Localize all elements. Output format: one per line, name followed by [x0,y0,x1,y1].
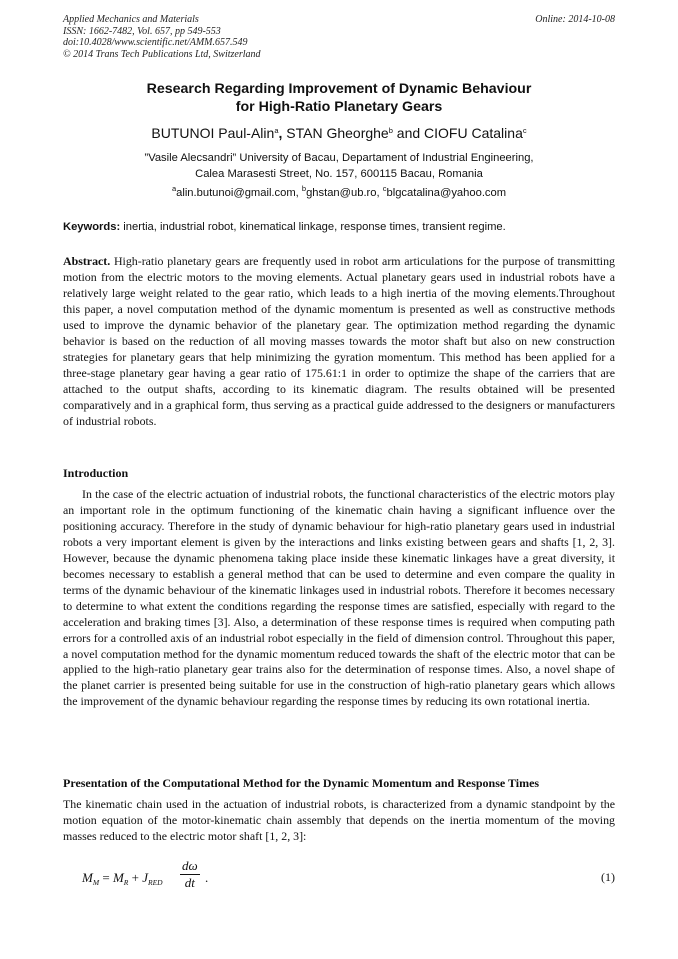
abstract [63,254,615,429]
keywords-text: inertia, industrial robot, kinematical linkage, response times, transient regime. [120,221,506,233]
section-2-heading: Presentation of the Computational Method for the Dynamic Momentum and Response Times [63,776,540,790]
author-2-mark: b [388,126,393,135]
author-1-mark: a [274,126,279,135]
eq-plus: + [128,870,143,885]
equation-1 [82,858,615,894]
eq-period: . [205,870,209,885]
keywords [63,220,615,235]
journal-name: Applied Mechanics and Materials [63,14,199,25]
author-separator: , [278,125,283,141]
introduction-text: In the case of the electric actuation of industrial robots, the functional characteristics of the electric motors play an important role in the optimum functioning of the kinematic chain having a significant influence over the positioning accuracy. Therefore in the study of dynamic behaviour for high-ratio planetary gears used in industrial robots a very important element is given by the interactions and links existing between gears and shafts [1, 2, 3]. However, because the dynamic phenomena taking place inside these kinematic linkages have a great diversity, it becomes necessary to establish a general method that can be used to determine and even compare the quality in terms of the dynamic behaviour of the kinematic linkages used in industrial robots. Therefore it becomes necessary to determine to what extent the conditions regarding the response times are satisfied, especially with regard to the acceleration and braking times [3]. Also, a determination of these response times is required when computing path errors for a controlled axis of an industrial robot especially in the field of dimension control. Throughout this paper, a novel computation method for the dynamic momentum reduced towards the shaft of the electric motor that can be applied to the high-ratio planetary gear trains also for the determination of response times. Also, a novel shape of the planet carrier is presented being suitable for use in the construction of high-ratio planetary gears which allows the improvement of the dynamic behaviour regarding the response times by reducing its own rotational inertia. [63,487,615,709]
eq-mr: M [112,870,124,885]
author-3-mark: c [522,126,527,135]
section-2-text: The kinematic chain used in the actuation of industrial robots, is characterized from a dynamic standpoint by the motion equation of the motor-kinematic chain assembly that depends on the inertia momentum of the moving masses reduced to the electric motor shaft [1, 2, 3]: [63,797,615,843]
eq-equals: = [99,870,113,885]
email-b[interactable]: ghstan@ub.ro, [306,187,383,199]
online-date: Online: 2014-10-08 [535,14,615,25]
author-emails [63,185,615,201]
author-3: and CIOFU Catalina [392,125,523,141]
copyright-line: © 2014 Trans Tech Publications Ltd, Switzerland [63,48,261,60]
email-c[interactable]: blgcatalina@yahoo.com [386,187,507,199]
eq-j-sub: RED [148,878,163,887]
eq-numerator: dω [182,858,198,873]
equation-number: (1) [601,870,615,884]
keywords-label: Keywords: [63,221,121,233]
title-line-2: for High-Ratio Planetary Gears [235,99,443,115]
eq-mr-sub: R [123,878,129,887]
email-a-mark: a [171,184,177,193]
eq-m: M [82,870,93,885]
email-c-mark: c [382,184,387,193]
author-list [63,124,615,142]
eq-denominator: dt [184,875,195,890]
affiliation-line-1: ”Vasile Alecsandri” University of Bacau, Departament of Industrial Engineering, [144,152,534,164]
eq-j: J [142,870,148,885]
eq-fraction [180,858,200,891]
journal-header [63,14,261,60]
email-b-mark: b [301,184,307,193]
abstract-text: High-ratio planetary gears are frequently used in robot arm articulations for the purpose of transmitting motion from the electric motors to the moving elements. Actual planetary gears used in industrial robots have a relatively large weight related to the gear ratio, which leads to a high inertia of the moving elements.Throughout this paper, a novel computation method of the dynamic momentum is presented as well as constructive methods used to improve the dynamic behavior of the planetary gear. The optimization method regarding the dynamic behavior is based on the reduction of all moving masses towards the motor shaft but also on new construction strategies for planetary gears that help minimizing the gyration momentum. This method has been applied for a three-stage planetary gear having a gear ratio of 175.61:1 in order to optimize the shape of the carriers that are attached to the output shafts, according to its kinematic diagram. The results obtained will be presented comparatively and in a graphical form, thus serving as a practical guide addressed to the designers or manufacturers of industrial robots. [63,254,615,428]
author-1: BUTUNOI Paul-Alin [151,125,275,141]
abstract-label: Abstract. [63,254,111,268]
equation-lhs [82,870,163,887]
issn-line: ISSN: 1662-7482, Vol. 657, pp 549-553 [63,25,221,37]
author-2: STAN Gheorghe [282,125,389,141]
doi-line: doi:10.4028/www.scientific.net/AMM.657.549 [63,37,248,48]
email-a[interactable]: alin.butunoi@gmail.com, [176,187,302,199]
affiliation [63,150,615,182]
eq-m-sub: M [92,878,100,887]
paper-title [63,80,615,116]
introduction-heading: Introduction [63,466,129,480]
affiliation-line-2: Calea Marasesti Street, No. 157, 600115 Bacau, Romania [195,168,483,180]
title-line-1: Research Regarding Improvement of Dynamic Behaviour [146,81,532,97]
